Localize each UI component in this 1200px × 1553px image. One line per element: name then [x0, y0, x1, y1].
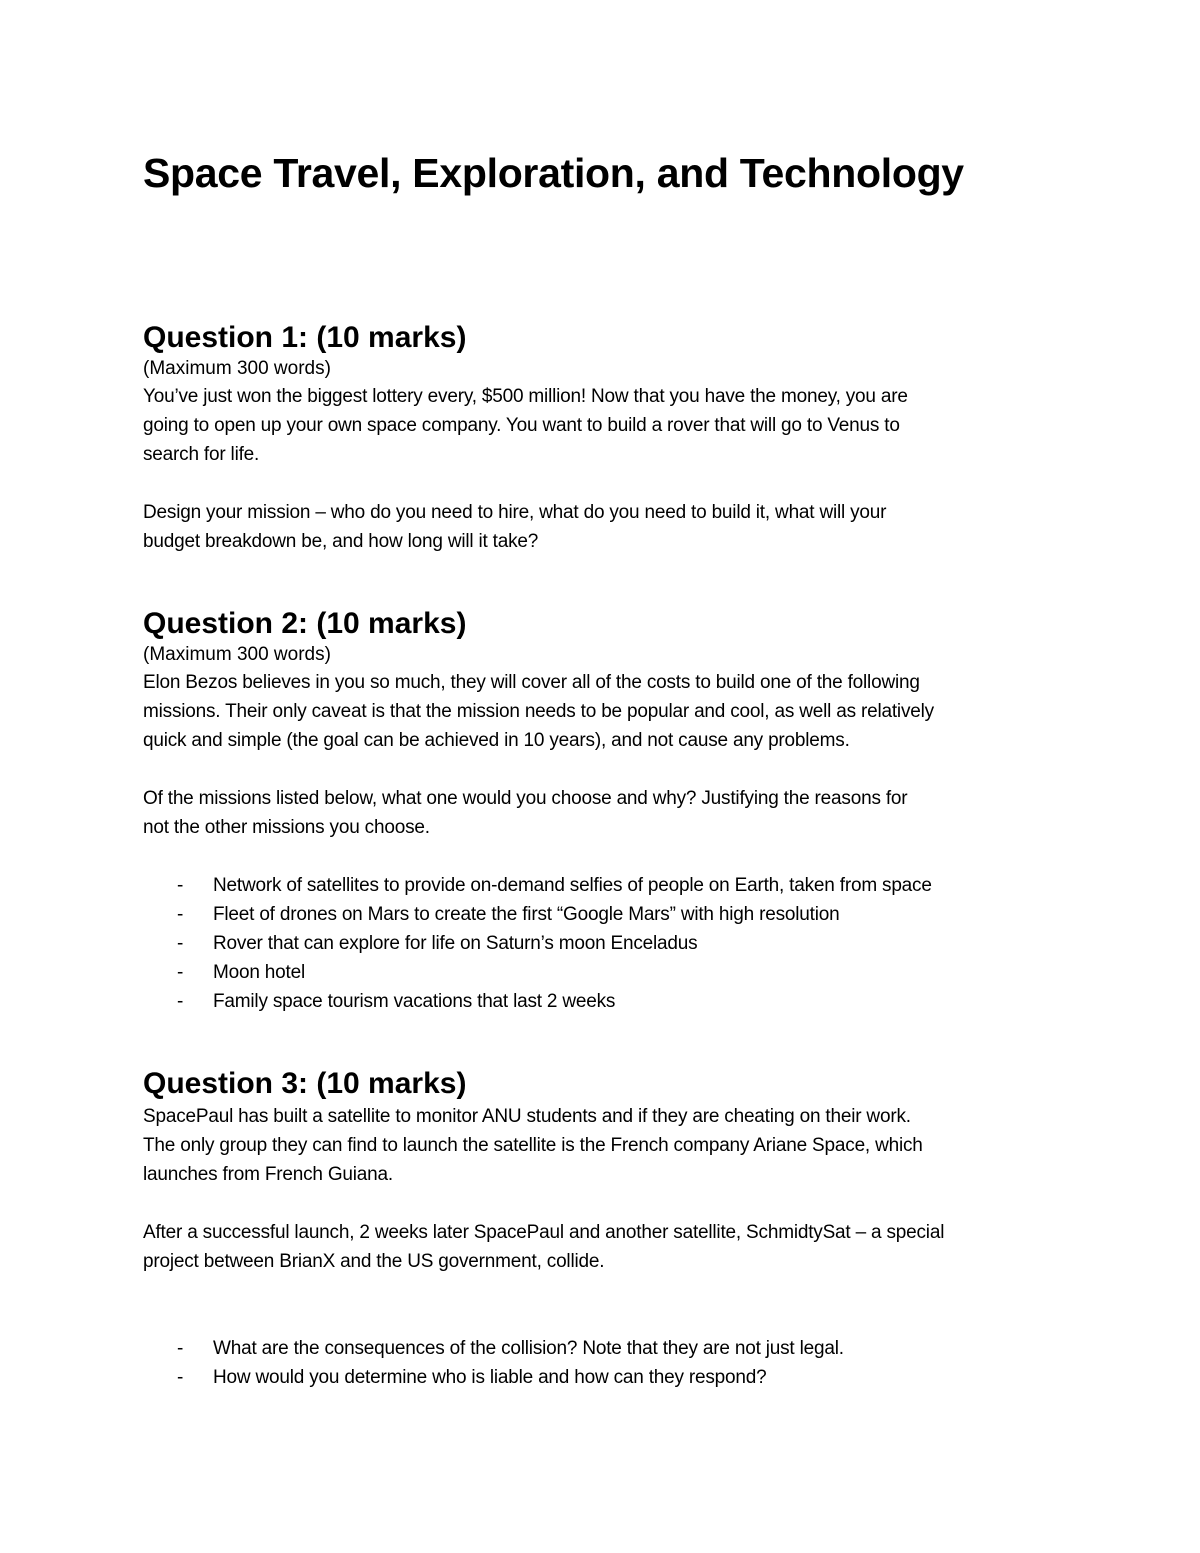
question-1-text-line: You’ve just won the biggest lottery every, $500 million! Now that you have the money, you are — [143, 386, 908, 407]
question-2-word-limit: (Maximum 300 words) — [143, 644, 331, 665]
mission-options-list — [143, 871, 1073, 1016]
bullet-dash: - — [177, 933, 184, 954]
list-item-text: Family space tourism vacations that last 2 weeks — [213, 991, 616, 1012]
question-3-section — [143, 1066, 1073, 1392]
question-3-text-line: SpacePaul has built a satellite to monitor ANU students and if they are cheating on their work. — [143, 1106, 911, 1127]
question-3-text-line: The only group they can find to launch the satellite is the French company Ariane Space, which — [143, 1135, 923, 1156]
question-2-section — [143, 606, 1073, 1016]
question-1-text-line: search for life. — [143, 444, 260, 465]
bullet-dash: - — [177, 875, 184, 896]
list-item — [143, 1334, 1073, 1363]
question-1-heading: Question 1: (10 marks) — [143, 321, 467, 354]
question-3-heading: Question 3: (10 marks) — [143, 1067, 467, 1100]
list-item-text: How would you determine who is liable and how can they respond? — [213, 1367, 767, 1388]
question-1-word-limit: (Maximum 300 words) — [143, 358, 331, 379]
question-1-text-line: going to open up your own space company. You want to build a rover that will go to Venus to — [143, 415, 900, 436]
question-2-text-line: Elon Bezos believes in you so much, they will cover all of the costs to build one of the following — [143, 672, 920, 693]
list-item — [143, 987, 1073, 1016]
question-3-text-line: project between BrianX and the US government, collide. — [143, 1251, 605, 1272]
question-1-text-line: budget breakdown be, and how long will it take? — [143, 531, 539, 552]
question-2-text-line: Of the missions listed below, what one would you choose and why? Justifying the reasons for — [143, 788, 908, 809]
bullet-dash: - — [177, 962, 184, 983]
list-item — [143, 958, 1073, 987]
question-3-list — [143, 1334, 1073, 1392]
list-item — [143, 871, 1073, 900]
bullet-dash: - — [177, 1338, 184, 1359]
list-item — [143, 929, 1073, 958]
list-item — [143, 1363, 1073, 1392]
list-item-text: What are the consequences of the collision? Note that they are not just legal. — [213, 1338, 844, 1359]
bullet-dash: - — [177, 991, 184, 1012]
bullet-dash: - — [177, 904, 184, 925]
question-2-text-line: quick and simple (the goal can be achieved in 10 years), and not cause any problems. — [143, 730, 850, 751]
question-2-heading: Question 2: (10 marks) — [143, 607, 467, 640]
question-1-text-line: Design your mission – who do you need to hire, what do you need to build it, what will your — [143, 502, 887, 523]
list-item-text: Rover that can explore for life on Saturn’s moon Enceladus — [213, 933, 698, 954]
question-3-text-line: launches from French Guiana. — [143, 1164, 393, 1185]
question-1-section — [143, 320, 1073, 556]
list-item-text: Fleet of drones on Mars to create the first “Google Mars” with high resolution — [213, 904, 840, 925]
list-item-text: Network of satellites to provide on-demand selfies of people on Earth, taken from space — [213, 875, 932, 896]
bullet-dash: - — [177, 1367, 184, 1388]
question-3-text-line: After a successful launch, 2 weeks later SpacePaul and another satellite, SchmidtySat – a special — [143, 1222, 945, 1243]
question-2-text-line: missions. Their only caveat is that the mission needs to be popular and cool, as well as relatively — [143, 701, 934, 722]
question-2-text-line: not the other missions you choose. — [143, 817, 430, 838]
list-item — [143, 900, 1073, 929]
list-item-text: Moon hotel — [213, 962, 306, 983]
document-title: Space Travel, Exploration, and Technology — [143, 150, 964, 196]
